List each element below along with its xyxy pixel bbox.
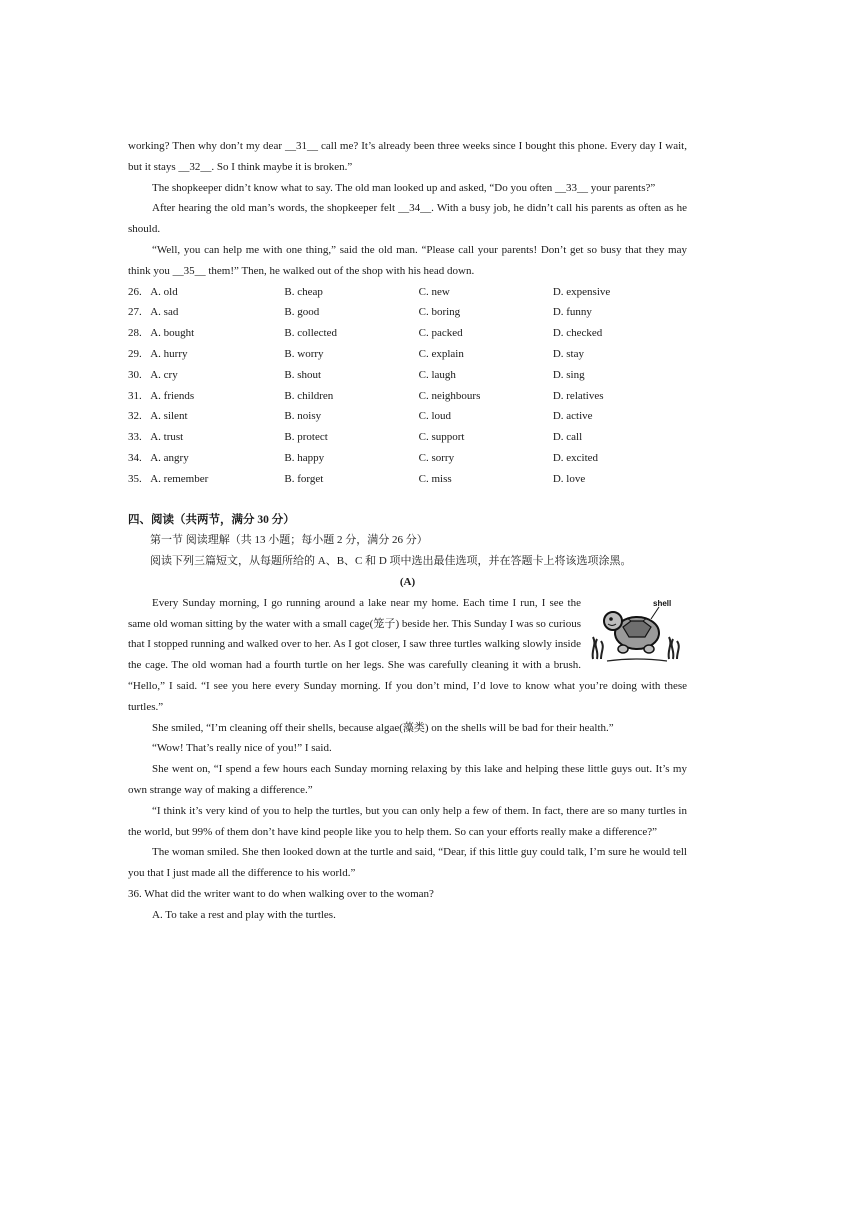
option-c: C. sorry: [418, 451, 455, 464]
passage-paragraph: working? Then why don’t my dear __31__ call me? It’s already been three weeks since I bought this phone. Every day I wait, but it stays __32__. So I think maybe it is broken.”: [128, 140, 687, 173]
question-number: 27.: [128, 306, 142, 319]
option-row: [128, 469, 687, 490]
question-number: 29.: [128, 347, 142, 360]
option-d: D. funny: [552, 306, 592, 319]
option-row: [128, 427, 687, 448]
passage-paragraph: She went on, “I spend a few hours each Sunday morning relaxing by this lake and helping these little guys out. It’s my own strange way of making a difference.”: [128, 763, 687, 796]
option-a: A. angry: [150, 451, 189, 464]
option-c: C. laugh: [418, 368, 456, 381]
question-stem: 36. What did the writer want to do when walking over to the woman?: [128, 887, 434, 900]
passage-paragraph: The woman smiled. She then looked down at the turtle and said, “Dear, if this little guy could talk, I’m sure he would tell you that I just made all the difference to his world.”: [128, 846, 687, 880]
shell-label: shell: [653, 598, 672, 608]
option-c: C. packed: [418, 327, 463, 340]
passage-label: (A): [399, 575, 416, 588]
option-row: [128, 344, 687, 365]
option-row: [128, 365, 687, 386]
option-d: D. sing: [552, 368, 585, 381]
question-number: 34.: [128, 451, 142, 464]
option-d: D. love: [552, 472, 586, 485]
option-b: B. children: [284, 389, 334, 402]
option-row: [128, 302, 687, 323]
option-b: B. worry: [284, 347, 324, 360]
passage-paragraph: The shopkeeper didn’t know what to say. The old man looked up and asked, “Do you often __33__ your parents?”: [152, 181, 656, 194]
option-b: B. protect: [284, 431, 328, 444]
option-b: B. forget: [284, 472, 324, 485]
option-a: A. remember: [150, 472, 209, 485]
section-heading: 四、阅读（共两节，满分 30 分）: [128, 513, 295, 526]
option-d: D. excited: [552, 451, 599, 464]
question-number: 33.: [128, 431, 142, 444]
passage-paragraph: “Wow! That’s really nice of you!” I said.: [152, 742, 332, 755]
question-number: 31.: [128, 389, 142, 402]
option-b: B. shout: [284, 368, 322, 381]
option-d: D. checked: [552, 327, 603, 340]
exam-page: [128, 136, 687, 925]
option-row: [128, 406, 687, 427]
passage-paragraph: “I think it’s very kind of you to help the turtles, but you can only help a few of them. In fact, there are so many turtles in the world, but 99% of them don’t have kind people like you to help them. So can your efforts really make a difference?”: [128, 804, 687, 838]
option-d: D. expensive: [552, 285, 611, 298]
option-a: A. old: [150, 285, 178, 298]
question-number: 30.: [128, 368, 142, 381]
option-c: C. explain: [418, 347, 464, 360]
passage-paragraph: She smiled, “I’m cleaning off their shells, because algae(藻类) on the shells will be bad for their health.”: [152, 721, 614, 734]
option-a: A. bought: [150, 327, 195, 340]
option-c: C. support: [418, 431, 465, 444]
passage-paragraph: “Well, you can help me with one thing,” said the old man. “Please call your parents! Don’t get so busy that they may think you __35__ them!” Then, he walked out of the shop with his head down.: [128, 243, 687, 277]
option-a: A. friends: [150, 389, 195, 402]
question-number: 35.: [128, 472, 142, 485]
option-a: A. trust: [150, 431, 184, 444]
option-row: [128, 282, 687, 303]
passage-paragraph: Every Sunday morning, I go running around a lake near my home. Each time I run, I see the same old woman sitting by the water with a small cage(笼子) beside her. This Sunday I was so curious that I stopped running and walked over to her. As I got closer, I saw three turtles walking slowly inside the cage. The old woman had a fourth turtle on her legs. She was carefully cleaning it with a brush. “Hello,” I said. “I see you here every Sunday morning. If you don’t mind, I’d love to know what you’re doing with these turtles.”: [128, 596, 687, 713]
option-row: [128, 386, 687, 407]
option-c: C. miss: [418, 472, 452, 485]
option-a: A. cry: [150, 368, 178, 381]
option-b: B. cheap: [284, 285, 323, 298]
option-row: [128, 323, 687, 344]
option-a: A. hurry: [150, 347, 188, 360]
option-b: B. happy: [284, 451, 325, 464]
option-c: C. loud: [418, 410, 452, 423]
option-c: C. new: [418, 285, 450, 298]
option-a: A. silent: [150, 410, 188, 423]
question-number: 32.: [128, 410, 142, 423]
passage-paragraph: After hearing the old man’s words, the shopkeeper felt __34__. With a busy job, he didn’t call his parents as often as he should.: [128, 202, 687, 236]
question-option-a: A. To take a rest and play with the turtles.: [152, 908, 336, 921]
turtle-icon: [587, 597, 687, 667]
section-instruction: 阅读下列三篇短文，从每题所给的 A、B、C 和 D 项中选出最佳选项，并在答题卡上将该选项涂黑。: [150, 555, 632, 568]
options-table: [128, 282, 687, 490]
option-a: A. sad: [150, 306, 179, 319]
question-number: 28.: [128, 327, 142, 340]
option-c: C. boring: [418, 306, 461, 319]
option-d: D. relatives: [552, 389, 604, 402]
option-b: B. good: [284, 306, 320, 319]
option-b: B. noisy: [284, 410, 322, 423]
section-part-heading: 第一节 阅读理解（共 13 小题；每小题 2 分，满分 26 分）: [150, 534, 428, 547]
option-d: D. stay: [552, 347, 584, 360]
option-d: D. active: [552, 410, 593, 423]
option-d: D. call: [552, 431, 583, 444]
option-b: B. collected: [284, 327, 337, 340]
option-c: C. neighbours: [418, 389, 481, 402]
option-row: [128, 448, 687, 469]
question-number: 26.: [128, 285, 142, 298]
turtle-illustration: [587, 597, 687, 667]
